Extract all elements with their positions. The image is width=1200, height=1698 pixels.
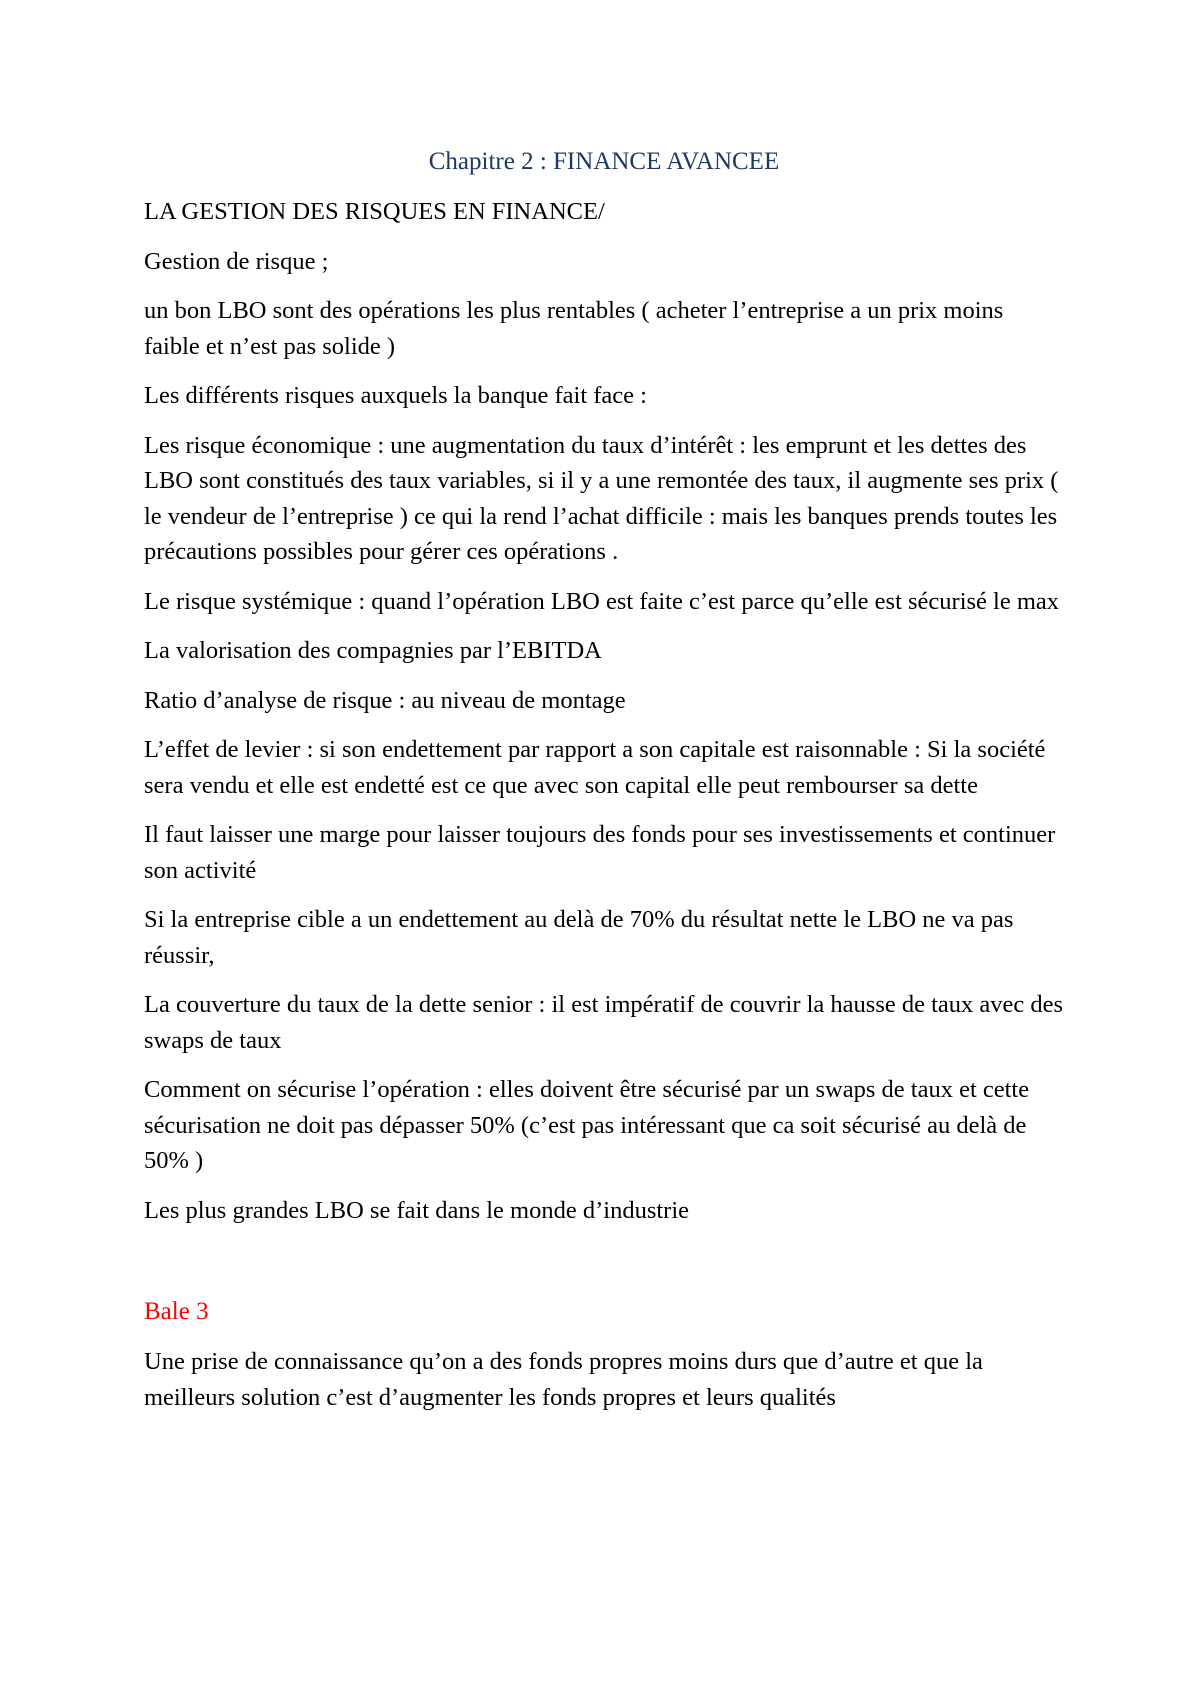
paragraph: La valorisation des compagnies par l’EBITDA xyxy=(144,637,602,664)
paragraph: Les risque économique : une augmentation du taux d’intérêt : les emprunt et les dettes des LBO sont constitués des taux variables, si il y a une remontée des taux, il augmente ses prix ( le vendeur de l’entreprise ) ce qui la rend l’achat difficile : mais les banques prends toutes les précautions possibles pour gérer ces opérations . xyxy=(144,431,1059,565)
page-title: Chapitre 2 : FINANCE AVANCEE xyxy=(428,148,780,175)
paragraph: Gestion de risque ; xyxy=(144,247,329,275)
paragraph: LA GESTION DES RISQUES EN FINANCE/ xyxy=(144,198,605,225)
paragraph: La couverture du taux de la dette senior : il est impératif de couvrir la hausse de taux avec des swaps de taux xyxy=(144,991,1064,1054)
paragraph: un bon LBO sont des opérations les plus rentables ( acheter l’entreprise a un prix moins faible et n’est pas solide ) xyxy=(144,297,1004,360)
paragraph: Une prise de connaissance qu’on a des fonds propres moins durs que d’autre et que la meilleurs solution c’est d’augmenter les fonds propres et leurs qualités xyxy=(144,1348,983,1411)
paragraph: Si la entreprise cible a un endettement au delà de 70% du résultat nette le LBO ne va pas réussir, xyxy=(144,906,1014,969)
document-body xyxy=(144,144,1064,1429)
section-heading: Bale 3 xyxy=(144,1298,209,1325)
paragraph: Il faut laisser une marge pour laisser toujours des fonds pour ses investissements et continuer son activité xyxy=(144,821,1056,884)
paragraph: Les plus grandes LBO se fait dans le monde d’industrie xyxy=(144,1196,690,1224)
paragraph: Comment on sécurise l’opération : elles doivent être sécurisé par un swaps de taux et cette sécurisation ne doit pas dépasser 50% (c’est pas intéressant que ca soit sécurisé au delà de 50% ) xyxy=(144,1076,1030,1174)
paragraph: Ratio d’analyse de risque : au niveau de montage xyxy=(144,686,626,714)
paragraph: Le risque systémique : quand l’opération LBO est faite c’est parce qu’elle est sécurisé le max xyxy=(144,587,1060,615)
paragraph: Les différents risques auxquels la banque fait face : xyxy=(144,382,647,409)
paragraph: L’effet de levier : si son endettement par rapport a son capitale est raisonnable : Si la société sera vendu et elle est endetté est ce que avec son capital elle peut rembourser sa dette xyxy=(144,736,1046,799)
